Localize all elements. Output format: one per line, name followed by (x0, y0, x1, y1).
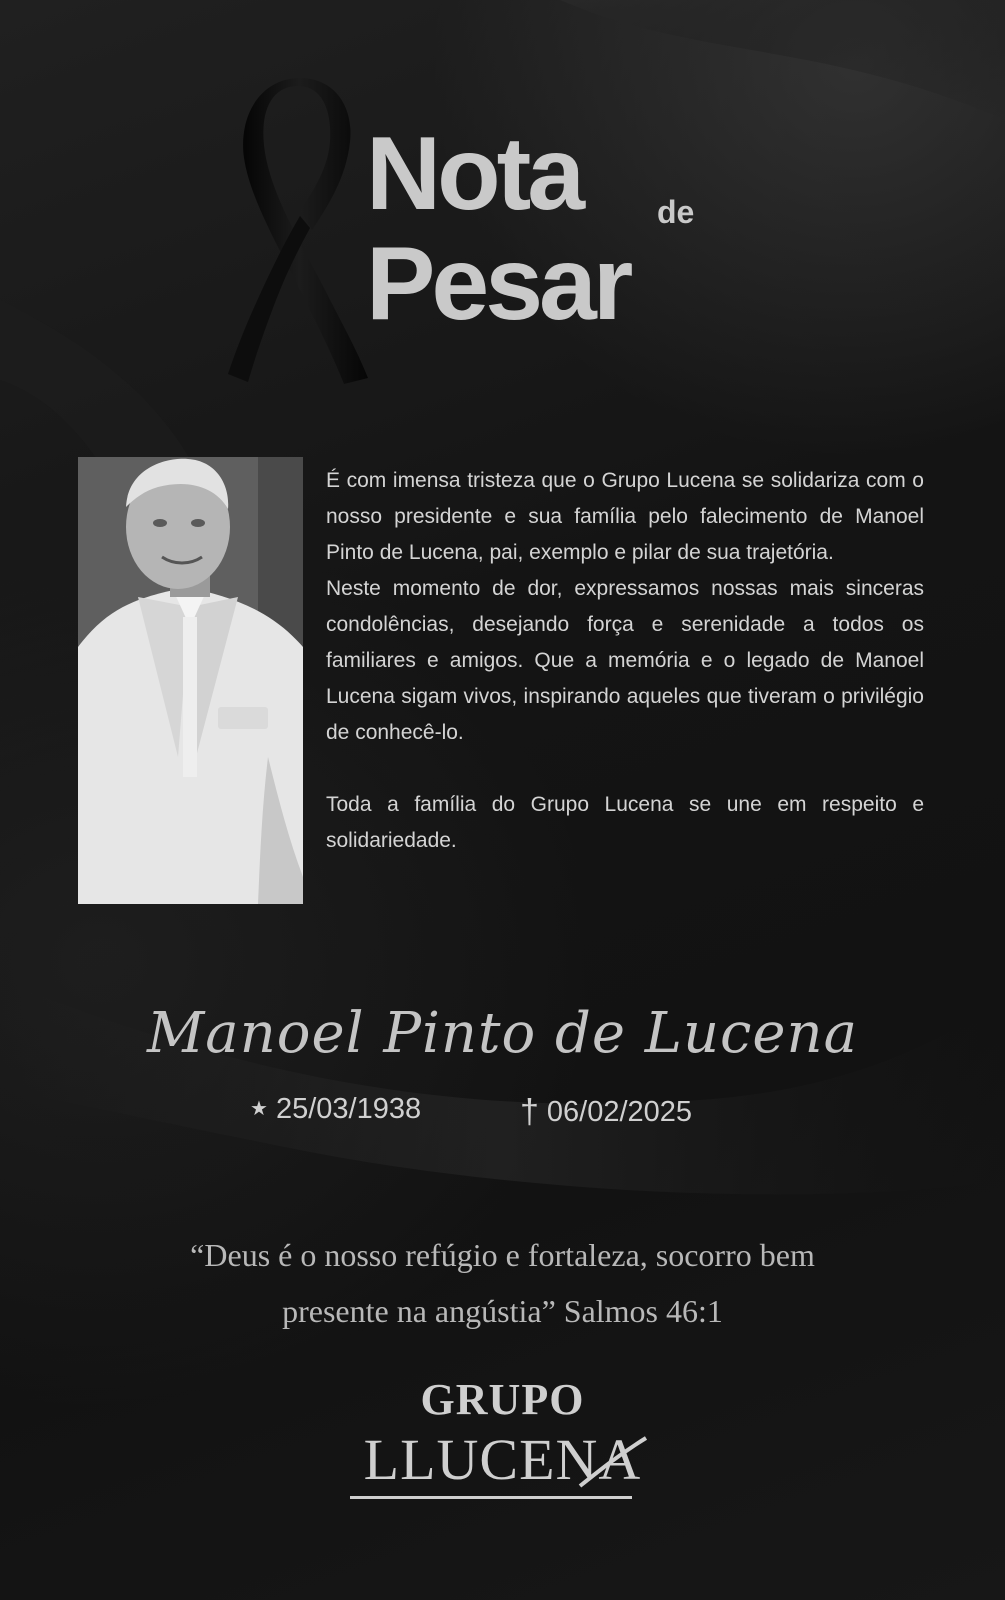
star-icon: ★ (250, 1098, 268, 1120)
death-date: 06/02/2025 (546, 1096, 693, 1128)
life-dates (0, 1093, 1005, 1133)
title-pesar: Pesar (366, 226, 630, 342)
message-paragraph-2: Neste momento de dor, expressamos nossas mais sinceras condolências, desejando força e serenidade a todos os familiares e amigos. Que a memória e o legado de Manoel Lucena sigam vivos, inspirando aqueles que tiveram o privilégio de conhecê-lo. (326, 577, 924, 744)
cross-icon: † (520, 1093, 539, 1131)
logo-line-llucena: LLUCENA (363, 1427, 642, 1492)
deceased-name: Manoel Pinto de Lucena (146, 1001, 859, 1066)
title-nota: Nota (366, 116, 582, 232)
condolence-message (326, 463, 924, 859)
portrait-photo (78, 457, 303, 904)
mourning-ribbon-icon (228, 78, 378, 390)
message-paragraph-1: É com imensa tristeza que o Grupo Lucena se solidariza com o nosso presidente e sua família pelo falecimento de Manoel Pinto de Lucena, pai, exemplo e pilar de sua trajetória. (326, 469, 924, 564)
logo-underline-mark (350, 1426, 660, 1506)
message-paragraph-3: Toda a família do Grupo Lucena se une em respeito e solidariedade. (326, 793, 924, 852)
logo-line-grupo: GRUPO (420, 1375, 585, 1424)
death-date-group (520, 1093, 692, 1132)
bible-verse: “Deus é o nosso refúgio e fortaleza, socorro bem presente na angústia” Salmos 46:1 (190, 1237, 815, 1329)
birth-date: 25/03/1938 (275, 1093, 422, 1125)
title-de: de (657, 194, 695, 230)
birth-date-group (250, 1093, 421, 1126)
